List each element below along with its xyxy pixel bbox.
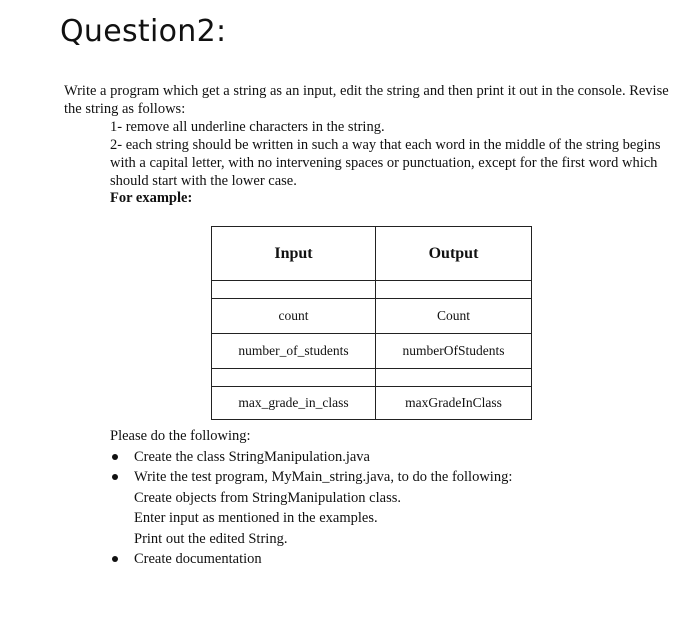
task-item-text: Create the class StringManipulation.java [134,448,370,465]
cell-output: numberOfStudents [376,334,532,369]
table-row [212,387,532,420]
task-subitem: Print out the edited String. [134,530,288,547]
cell-input: count [212,299,376,334]
table-header-row [212,227,532,281]
cell-output: maxGradeInClass [376,387,532,420]
rule-2: 2- each string should be written in such a way that each word in the middle of the string begins with a capital letter, with no intervening spaces or punctuation, except for the first word which should start with the lower case. [110,137,661,189]
task-list [110,447,670,570]
rules-list [110,118,685,190]
task-item-text: Write the test program, MyMain_string.java, to do the following: [134,469,513,485]
bullet-icon [112,474,118,480]
bullet-icon [112,454,118,460]
cell-input: number_of_students [212,334,376,369]
task-subitem: Enter input as mentioned in the examples. [134,510,378,526]
question-title: Question2: [60,14,227,49]
cell-output: Count [376,299,532,334]
task-lead: Please do the following: [110,428,251,444]
table-row [212,299,532,334]
task-item-text: Create documentation [134,551,262,567]
task-item [110,549,670,570]
intro-paragraph: Write a program which get a string as an input, edit the string and then print it out in the console. Revise the string as follows: [64,83,669,117]
task-item [110,467,670,488]
cell-input: max_grade_in_class [212,387,376,420]
example-label: For example: [110,190,193,206]
task-item [110,447,670,468]
table-spacer-row [212,281,532,299]
table-spacer-row [212,369,532,387]
rule-1: 1- remove all underline characters in the string. [110,119,385,135]
example-table [211,226,532,420]
header-input: Input [212,227,376,281]
task-section [110,426,670,570]
bullet-icon [112,556,118,562]
task-subitem: Create objects from StringManipulation class. [134,489,401,506]
table-row [212,334,532,369]
header-output: Output [376,227,532,281]
